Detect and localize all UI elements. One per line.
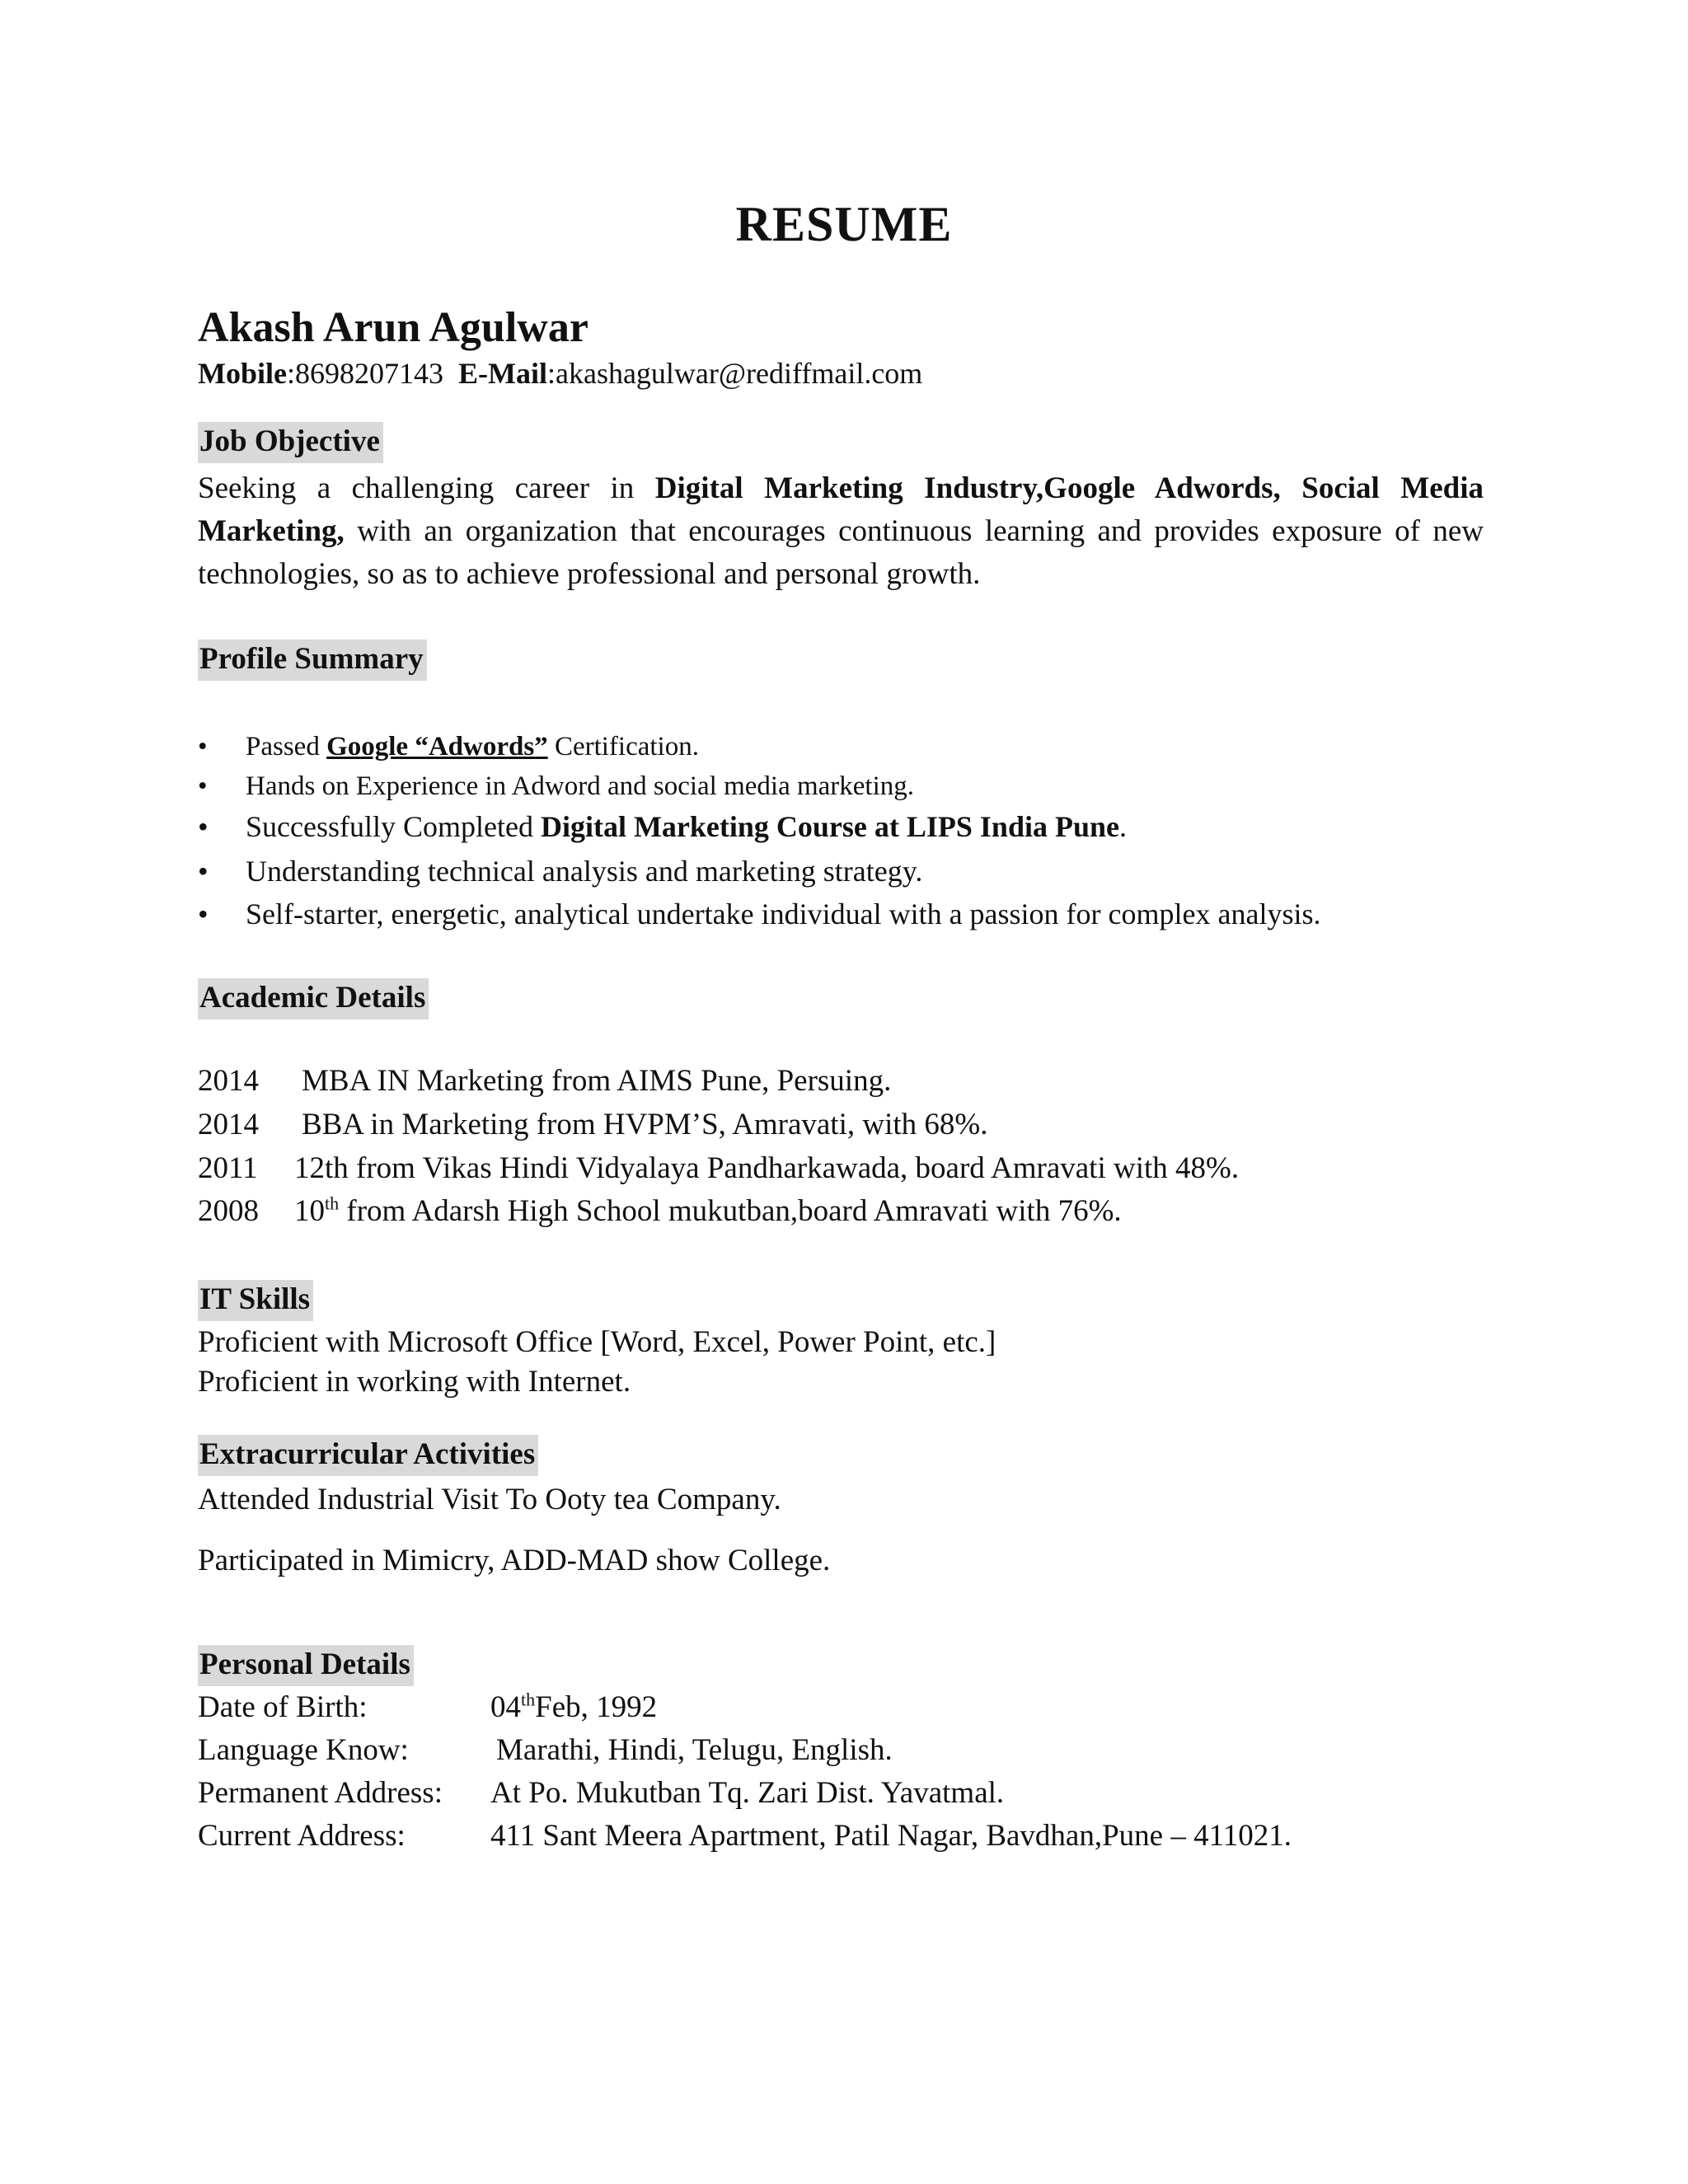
item-1-suffix: Certification. xyxy=(547,732,699,762)
it-skill-line: Proficient with Microsoft Office [Word, Excel, Power Point, etc.] xyxy=(198,1325,996,1359)
heading-extracurricular: Extracurricular Activities xyxy=(198,1435,538,1476)
it-skill-line: Proficient in working with Internet. xyxy=(198,1365,631,1399)
personal-row-permanent-address xyxy=(198,1775,1517,1818)
item-4-text: Understanding technical analysis and marketing strategy. xyxy=(246,855,923,888)
personal-row-dob xyxy=(198,1690,1517,1732)
email-value: :akashagulwar@rediffmail.com xyxy=(546,357,923,390)
academic-detail-pre: 10 xyxy=(294,1194,325,1228)
academic-year: 2014 xyxy=(198,1064,259,1098)
job-objective-text-1: Seeking a challenging career in xyxy=(198,471,655,505)
academic-detail: MBA IN Marketing from AIMS Pune, Persuing. xyxy=(302,1064,892,1098)
mobile-value: :8698207143 xyxy=(286,357,443,390)
item-3-prefix: Successfully Completed xyxy=(246,810,541,843)
job-objective-text-2: with an organization that encourages continuous learning and provides exposure of new technologies, so as to achieve professional and personal growth. xyxy=(198,514,1484,591)
bullet-icon: • xyxy=(198,732,208,762)
heading-job-objective: Job Objective xyxy=(198,422,383,463)
current-address-label: Current Address: xyxy=(198,1819,406,1853)
job-objective-text xyxy=(198,467,1484,596)
permanent-address-label: Permanent Address: xyxy=(198,1776,443,1810)
bullet-icon: • xyxy=(198,771,208,801)
item-1-prefix: Passed xyxy=(246,732,327,762)
list-item xyxy=(198,766,1517,806)
academic-detail-sup: th xyxy=(325,1193,340,1214)
mobile-label: Mobile xyxy=(198,357,287,390)
academic-year: 2011 xyxy=(198,1151,258,1185)
dob-value xyxy=(490,1690,657,1725)
personal-row-current-address xyxy=(198,1818,1517,1861)
heading-profile-summary: Profile Summary xyxy=(198,640,427,681)
candidate-name: Akash Arun Agulwar xyxy=(198,304,588,351)
permanent-address-value: At Po. Mukutban Tq. Zari Dist. Yavatmal. xyxy=(490,1776,1005,1810)
academic-year: 2014 xyxy=(198,1108,259,1141)
item-1-underlined: Google “Adwords” xyxy=(326,732,548,762)
item-3-bold: Digital Marketing Course at LIPS India Pune xyxy=(540,810,1119,843)
academic-detail: 12th from Vikas Hindi Vidyalaya Pandharkawada, board Amravati with 48%. xyxy=(294,1151,1240,1185)
dob-label: Date of Birth: xyxy=(198,1690,368,1724)
list-item xyxy=(198,893,1517,935)
academic-detail: BBA in Marketing from HVPM’S, Amravati, with 68%. xyxy=(302,1108,988,1141)
list-item xyxy=(198,806,1517,847)
academic-year: 2008 xyxy=(198,1194,259,1228)
job-objective-bold: Digital Marketing Industry,Google Adwords, Social Media Marketing, xyxy=(198,471,1484,548)
list-item xyxy=(198,727,1517,766)
dob-month-year: Feb, 1992 xyxy=(535,1690,658,1724)
language-label: Language Know: xyxy=(198,1733,409,1767)
academic-detail-post: from Adarsh High School mukutban,board Amravati with 76%. xyxy=(339,1194,1122,1228)
email-label: E-Mail xyxy=(458,357,547,390)
list-item xyxy=(198,851,1517,892)
activity-line: Participated in Mimicry, ADD-MAD show College. xyxy=(198,1544,831,1577)
dob-day: 04 xyxy=(490,1690,521,1724)
item-2-text: Hands on Experience in Adword and social media marketing. xyxy=(246,771,915,801)
profile-summary-list xyxy=(198,727,1517,935)
dob-sup: th xyxy=(521,1689,536,1710)
item-3-suffix: . xyxy=(1119,810,1127,843)
current-address-value: 411 Sant Meera Apartment, Patil Nagar, Bavdhan,Pune – 411021. xyxy=(490,1819,1292,1853)
item-5-text: Self-starter, energetic, analytical undertake individual with a passion for complex analysis. xyxy=(246,898,1321,930)
activity-line: Attended Industrial Visit To Ooty tea Company. xyxy=(198,1483,781,1516)
heading-it-skills: IT Skills xyxy=(198,1280,313,1321)
heading-personal-details: Personal Details xyxy=(198,1645,414,1686)
personal-row-language xyxy=(198,1732,1517,1775)
academic-detail xyxy=(294,1193,1122,1229)
page-title: RESUME xyxy=(735,197,953,251)
language-value: Marathi, Hindi, Telugu, English. xyxy=(496,1733,893,1767)
bullet-icon: • xyxy=(198,810,209,843)
heading-academic-details: Academic Details xyxy=(198,978,429,1019)
contact-line xyxy=(198,356,922,391)
bullet-icon: • xyxy=(198,898,209,930)
bullet-icon: • xyxy=(198,855,209,888)
